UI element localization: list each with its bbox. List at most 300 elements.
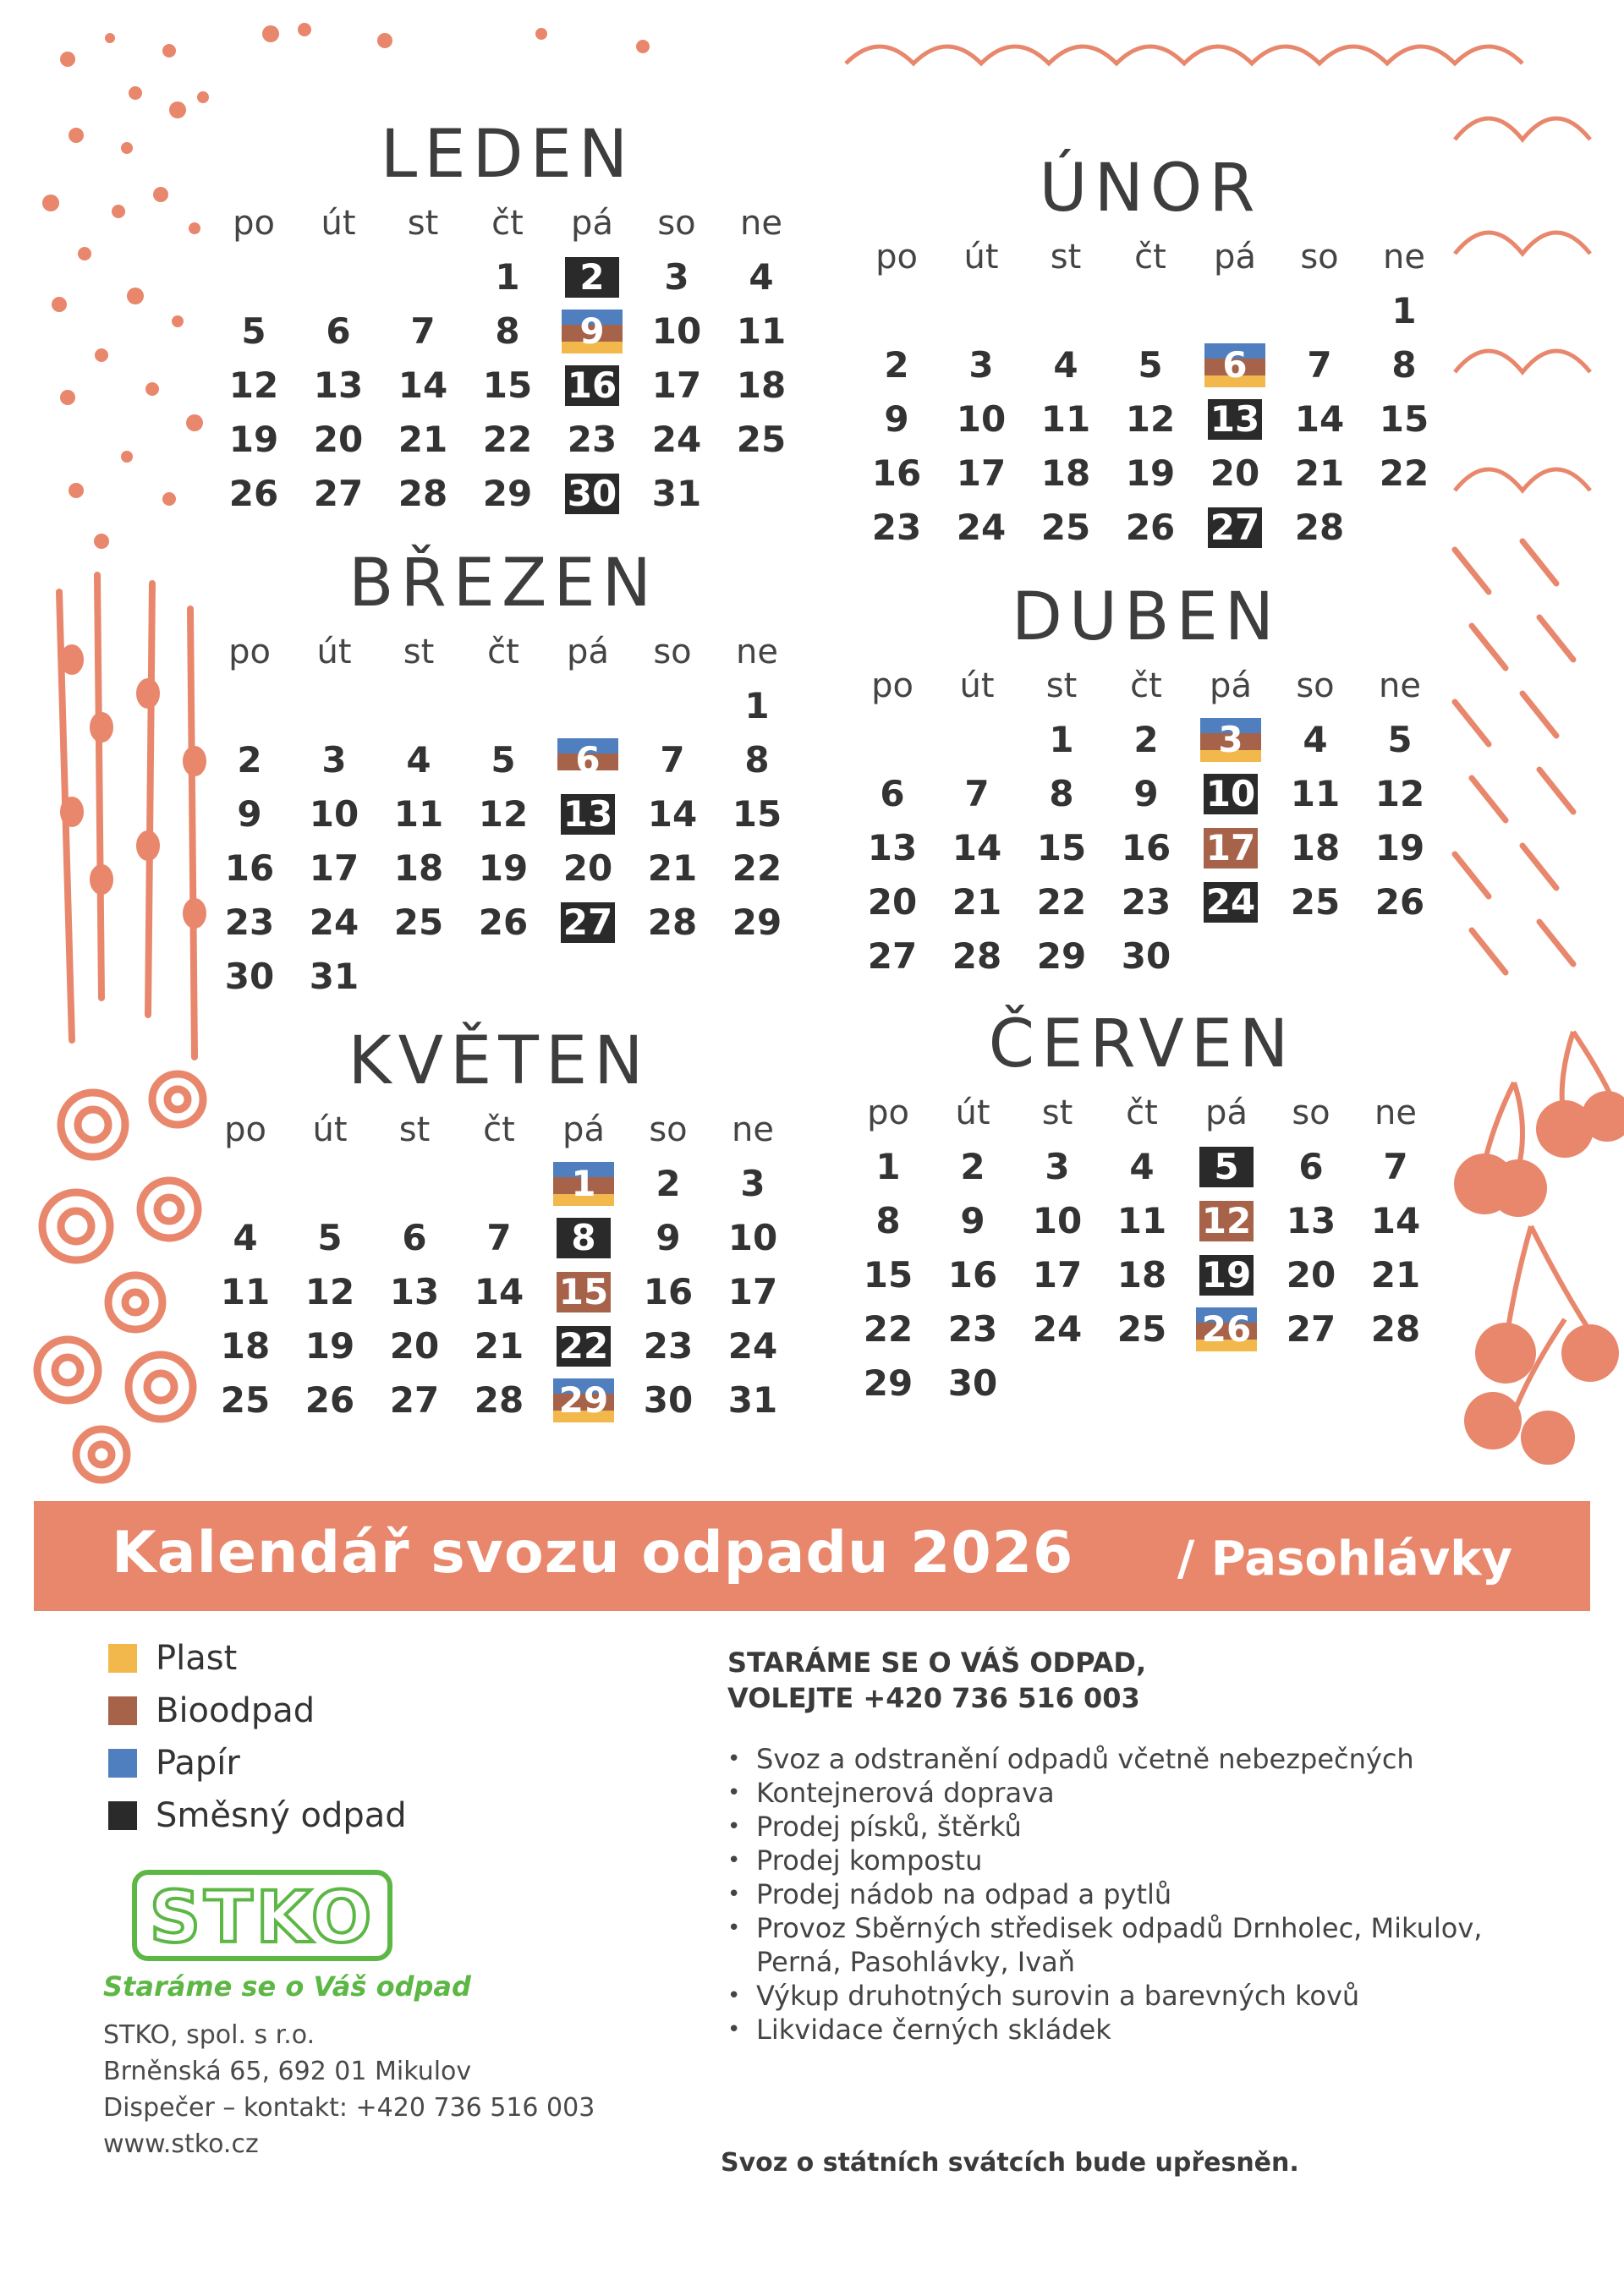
day-number: 14	[952, 827, 1002, 869]
day-number: 25	[736, 419, 787, 460]
day-cell	[1277, 392, 1362, 447]
day-cell	[1362, 284, 1446, 338]
day-cell	[457, 1319, 541, 1373]
day-number: 24	[956, 507, 1007, 548]
day-number: 10	[727, 1217, 778, 1258]
day-cell	[376, 841, 461, 896]
day-cell	[1184, 1194, 1269, 1248]
bioodpad-swatch-icon	[108, 1696, 137, 1725]
day-cell	[1358, 821, 1442, 875]
day-number: 6	[880, 773, 905, 814]
day-cell	[296, 467, 381, 521]
day-cell	[546, 841, 630, 896]
day-number: 10	[956, 398, 1007, 440]
day-number: 5	[241, 310, 266, 352]
day-number: 4	[1303, 719, 1328, 760]
day-cell	[935, 929, 1019, 984]
empty-cell	[850, 713, 935, 767]
day-cell	[1184, 1248, 1269, 1302]
day-cell	[376, 733, 461, 787]
day-cell	[634, 467, 719, 521]
day-number: 2	[1133, 719, 1159, 760]
day-number: 19	[1374, 827, 1425, 869]
day-cell	[1104, 875, 1188, 929]
day-number: 5	[1214, 1146, 1239, 1187]
day-number: 14	[1370, 1200, 1421, 1241]
weekday-header: po	[871, 666, 914, 705]
day-cell	[292, 896, 376, 950]
day-cell	[634, 413, 719, 467]
day-number: 27	[867, 935, 918, 977]
day-number: 18	[1040, 452, 1091, 494]
day-number: 17	[727, 1271, 778, 1312]
day-cell	[546, 787, 630, 841]
day-number: 23	[871, 507, 922, 548]
day-cell	[1015, 1248, 1100, 1302]
day-number: 4	[1053, 344, 1078, 386]
service-item: • Svoz a odstranění odpadů včetně nebezpečných	[727, 1742, 1506, 1776]
day-number: 16	[871, 452, 922, 494]
day-cell	[381, 359, 465, 413]
weekday-header: ne	[736, 633, 778, 671]
day-number: 15	[1379, 398, 1429, 440]
day-number: 7	[660, 739, 685, 781]
day-number: 25	[1290, 881, 1341, 923]
day-cell	[1188, 821, 1273, 875]
month-title: DUBEN	[1011, 579, 1281, 655]
weekday-header: pá	[1210, 666, 1252, 705]
day-cell	[719, 250, 804, 304]
weekday-header: pá	[1205, 1093, 1248, 1132]
day-cell	[1353, 1194, 1438, 1248]
day-cell	[296, 359, 381, 413]
day-cell	[1188, 713, 1273, 767]
day-cell	[854, 338, 939, 392]
day-cell	[1019, 875, 1104, 929]
day-cell	[1353, 1140, 1438, 1194]
smesny-swatch-icon	[108, 1801, 137, 1830]
legend-item-smesny	[108, 1789, 407, 1842]
day-number: 12	[228, 364, 279, 406]
day-number: 9	[1133, 773, 1159, 814]
month-brezen	[207, 545, 799, 1004]
day-cell	[292, 733, 376, 787]
day-number: 19	[304, 1325, 355, 1367]
day-number: 8	[495, 310, 520, 352]
day-cell	[930, 1302, 1015, 1356]
day-cell	[1104, 821, 1188, 875]
day-number: 22	[863, 1308, 914, 1350]
day-number: 27	[313, 473, 364, 514]
day-cell	[1353, 1302, 1438, 1356]
day-cell	[1358, 713, 1442, 767]
day-number: 25	[1116, 1308, 1167, 1350]
day-number: 22	[732, 847, 782, 889]
weekday-header: po	[224, 1110, 266, 1149]
day-cell	[372, 1265, 457, 1319]
day-number: 7	[410, 310, 436, 352]
weekday-header: čt	[491, 204, 524, 243]
day-number: 13	[389, 1271, 440, 1312]
cherries-icon	[1454, 1032, 1624, 1465]
day-number: 30	[1121, 935, 1171, 977]
day-number: 1	[1049, 719, 1074, 760]
day-number: 14	[1294, 398, 1345, 440]
day-cell	[1193, 392, 1277, 447]
day-number: 10	[1032, 1200, 1083, 1241]
day-number: 9	[960, 1200, 985, 1241]
day-number: 20	[562, 847, 613, 889]
day-number: 7	[486, 1217, 512, 1258]
day-number: 28	[1370, 1308, 1421, 1350]
day-cell	[935, 767, 1019, 821]
day-number: 24	[309, 901, 359, 943]
day-cell	[846, 1194, 930, 1248]
day-cell	[550, 467, 634, 521]
day-cell	[381, 304, 465, 359]
month-kveten	[203, 1023, 795, 1427]
day-number: 4	[406, 739, 431, 781]
day-number: 22	[482, 419, 533, 460]
day-number: 26	[478, 901, 529, 943]
legend	[108, 1632, 407, 1842]
day-cell	[541, 1373, 626, 1427]
day-cell	[1108, 447, 1193, 501]
empty-cell	[211, 250, 296, 304]
day-cell	[288, 1211, 372, 1265]
day-number: 25	[220, 1379, 271, 1421]
day-number: 27	[1210, 507, 1260, 548]
day-number: 17	[1032, 1254, 1083, 1296]
month-grid	[211, 196, 804, 521]
empty-cell	[935, 713, 1019, 767]
day-number: 2	[960, 1146, 985, 1187]
day-number: 12	[304, 1271, 355, 1312]
day-number: 8	[1049, 773, 1074, 814]
empty-cell	[1277, 284, 1362, 338]
day-cell	[546, 896, 630, 950]
day-cell	[1023, 392, 1108, 447]
day-cell	[207, 787, 292, 841]
day-cell	[550, 413, 634, 467]
company-name: STKO, spol. s r.o.	[103, 2020, 315, 2050]
day-number: 3	[740, 1163, 765, 1204]
day-number: 9	[884, 398, 909, 440]
day-cell	[850, 875, 935, 929]
month-title: ÚNOR	[1039, 151, 1262, 227]
day-cell	[1184, 1140, 1269, 1194]
day-number: 20	[867, 881, 918, 923]
day-number: 28	[952, 935, 1002, 977]
day-number: 24	[1205, 881, 1256, 923]
day-cell	[719, 359, 804, 413]
service-item: • Provoz Sběrných středisek odpadů Drnholec, Mikulov, Perná, Pasohlávky, Ivaň	[727, 1911, 1506, 1979]
day-cell	[626, 1157, 710, 1211]
day-number: 8	[744, 739, 770, 781]
weekday-header: pá	[562, 1110, 605, 1149]
day-cell	[381, 413, 465, 467]
day-number: 20	[1210, 452, 1260, 494]
day-cell	[376, 787, 461, 841]
day-cell	[541, 1211, 626, 1265]
month-grid	[203, 1103, 795, 1427]
services-heading-line2: VOLEJTE +420 736 516 003	[727, 1682, 1140, 1714]
day-cell	[211, 467, 296, 521]
day-cell	[1358, 767, 1442, 821]
weekday-header: pá	[1214, 238, 1256, 277]
day-cell	[292, 950, 376, 1004]
day-cell	[1100, 1194, 1184, 1248]
day-cell	[626, 1373, 710, 1427]
weekday-header: ne	[1374, 1093, 1417, 1132]
day-number: 3	[1045, 1146, 1070, 1187]
day-number: 6	[575, 739, 601, 781]
day-number: 18	[1290, 827, 1341, 869]
day-cell	[541, 1265, 626, 1319]
day-number: 30	[567, 473, 617, 514]
day-number: 17	[651, 364, 702, 406]
day-number: 27	[1286, 1308, 1336, 1350]
day-cell	[1019, 821, 1104, 875]
day-number: 10	[309, 793, 359, 835]
day-cell	[710, 1157, 795, 1211]
month-grid	[854, 230, 1446, 555]
weekday-header: st	[403, 633, 435, 671]
day-cell	[207, 841, 292, 896]
day-cell	[1362, 392, 1446, 447]
day-cell	[630, 787, 715, 841]
day-cell	[850, 821, 935, 875]
services-heading	[727, 1645, 1146, 1716]
service-item: • Likvidace černých skládek	[727, 2013, 1506, 2047]
day-number: 26	[304, 1379, 355, 1421]
legend-item-plast	[108, 1632, 407, 1685]
day-cell	[1015, 1194, 1100, 1248]
day-number: 31	[309, 956, 359, 997]
weekday-header: st	[1041, 1093, 1073, 1132]
empty-cell	[630, 679, 715, 733]
day-cell	[939, 501, 1023, 555]
day-number: 21	[1294, 452, 1345, 494]
day-number: 5	[317, 1217, 343, 1258]
day-number: 20	[313, 419, 364, 460]
day-number: 29	[558, 1379, 609, 1421]
day-cell	[846, 1356, 930, 1411]
service-item: • Prodej písků, štěrků	[727, 1810, 1506, 1844]
services-list	[727, 1742, 1506, 2047]
day-cell	[935, 821, 1019, 875]
day-number: 18	[1116, 1254, 1167, 1296]
day-cell	[211, 304, 296, 359]
day-cell	[372, 1373, 457, 1427]
day-number: 9	[237, 793, 262, 835]
day-number: 21	[1370, 1254, 1421, 1296]
weekday-header: st	[1050, 238, 1082, 277]
day-cell	[719, 304, 804, 359]
day-cell	[1023, 338, 1108, 392]
day-number: 30	[643, 1379, 694, 1421]
day-number: 7	[964, 773, 990, 814]
day-number: 23	[947, 1308, 998, 1350]
day-cell	[1277, 338, 1362, 392]
month-cerven	[846, 1006, 1438, 1411]
day-cell	[846, 1302, 930, 1356]
day-cell	[203, 1265, 288, 1319]
weekday-header: po	[875, 238, 918, 277]
weekday-header: út	[316, 633, 352, 671]
weekday-header: so	[1292, 1093, 1330, 1132]
day-cell	[1019, 767, 1104, 821]
day-cell	[1100, 1140, 1184, 1194]
day-cell	[854, 447, 939, 501]
day-number: 15	[732, 793, 782, 835]
day-cell	[1108, 501, 1193, 555]
month-duben	[850, 579, 1442, 984]
logo-slogan: Staráme se o Váš odpad	[103, 1970, 471, 2003]
weekday-header: po	[228, 633, 271, 671]
day-number: 12	[1374, 773, 1425, 814]
weekday-header: st	[407, 204, 439, 243]
day-cell	[550, 304, 634, 359]
day-cell	[854, 392, 939, 447]
day-cell	[1100, 1302, 1184, 1356]
day-number: 2	[884, 344, 909, 386]
day-cell	[207, 733, 292, 787]
day-cell	[288, 1319, 372, 1373]
day-number: 4	[749, 256, 774, 298]
day-number: 30	[947, 1362, 998, 1404]
day-number: 20	[389, 1325, 440, 1367]
day-cell	[715, 841, 799, 896]
month-unor	[854, 151, 1446, 555]
day-number: 19	[1201, 1254, 1252, 1296]
weekday-header: ne	[1379, 666, 1421, 705]
company-dispatch: Dispečer – kontakt: +420 736 516 003	[103, 2093, 595, 2123]
day-number: 11	[393, 793, 444, 835]
month-title: BŘEZEN	[348, 545, 659, 622]
company-web: www.stko.cz	[103, 2129, 259, 2159]
day-cell	[372, 1319, 457, 1373]
day-number: 30	[224, 956, 275, 997]
day-number: 21	[647, 847, 698, 889]
day-cell	[1273, 821, 1358, 875]
day-cell	[465, 467, 550, 521]
day-cell	[1019, 929, 1104, 984]
day-number: 11	[1040, 398, 1091, 440]
day-number: 18	[220, 1325, 271, 1367]
day-number: 17	[956, 452, 1007, 494]
day-cell	[930, 1140, 1015, 1194]
day-cell	[1273, 713, 1358, 767]
day-cell	[634, 359, 719, 413]
empty-cell	[1193, 284, 1277, 338]
day-cell	[292, 787, 376, 841]
day-cell	[634, 250, 719, 304]
weekday-header: po	[867, 1093, 909, 1132]
legend-label: Bioodpad	[156, 1691, 315, 1730]
day-number: 25	[1040, 507, 1091, 548]
day-number: 27	[562, 901, 613, 943]
day-number: 21	[474, 1325, 524, 1367]
day-number: 13	[1286, 1200, 1336, 1241]
day-cell	[372, 1211, 457, 1265]
logo-text: STKO	[149, 1876, 376, 1959]
banner-title: Kalendář svozu odpadu 2026	[112, 1520, 1074, 1586]
day-number: 12	[1201, 1200, 1252, 1241]
day-number: 31	[651, 473, 702, 514]
day-cell	[203, 1211, 288, 1265]
day-cell	[1277, 501, 1362, 555]
dash-pattern-icon	[1455, 541, 1573, 973]
empty-cell	[207, 679, 292, 733]
day-cell	[376, 896, 461, 950]
day-cell	[461, 733, 546, 787]
day-cell	[457, 1211, 541, 1265]
day-number: 13	[1210, 398, 1260, 440]
weekday-header: so	[1300, 238, 1339, 277]
day-cell	[1184, 1302, 1269, 1356]
day-number: 18	[736, 364, 787, 406]
branches-icon	[59, 575, 203, 1057]
day-number: 16	[643, 1271, 694, 1312]
day-cell	[850, 767, 935, 821]
day-cell	[710, 1265, 795, 1319]
weekday-header: pá	[571, 204, 613, 243]
day-number: 24	[1032, 1308, 1083, 1350]
day-number: 29	[732, 901, 782, 943]
month-leden	[211, 117, 804, 521]
empty-cell	[461, 679, 546, 733]
day-number: 25	[393, 901, 444, 943]
day-number: 28	[398, 473, 448, 514]
day-cell	[1188, 767, 1273, 821]
day-cell	[854, 501, 939, 555]
service-item: • Prodej kompostu	[727, 1844, 1506, 1877]
day-number: 7	[1307, 344, 1332, 386]
weekday-header: čt	[487, 633, 519, 671]
service-item: • Prodej nádob na odpad a pytlů	[727, 1877, 1506, 1911]
stko-logo-icon	[131, 1869, 393, 1962]
day-cell	[1353, 1248, 1438, 1302]
day-number: 22	[1036, 881, 1087, 923]
weekday-header: ne	[740, 204, 782, 243]
day-cell	[1104, 713, 1188, 767]
day-number: 11	[736, 310, 787, 352]
day-cell	[1269, 1248, 1353, 1302]
day-cell	[850, 929, 935, 984]
weekday-header: út	[955, 1093, 990, 1132]
day-number: 17	[1205, 827, 1256, 869]
empty-cell	[292, 679, 376, 733]
day-cell	[203, 1373, 288, 1427]
legend-label: Plast	[156, 1639, 238, 1678]
day-number: 15	[863, 1254, 914, 1296]
day-cell	[1108, 338, 1193, 392]
day-number: 10	[651, 310, 702, 352]
day-cell	[465, 250, 550, 304]
day-number: 19	[1125, 452, 1176, 494]
day-number: 6	[1222, 344, 1248, 386]
day-cell	[1273, 767, 1358, 821]
day-cell	[546, 733, 630, 787]
day-cell	[1023, 447, 1108, 501]
day-number: 6	[402, 1217, 427, 1258]
day-cell	[630, 896, 715, 950]
day-number: 23	[643, 1325, 694, 1367]
day-cell	[1269, 1194, 1353, 1248]
day-cell	[381, 467, 465, 521]
weekday-header: út	[312, 1110, 348, 1149]
